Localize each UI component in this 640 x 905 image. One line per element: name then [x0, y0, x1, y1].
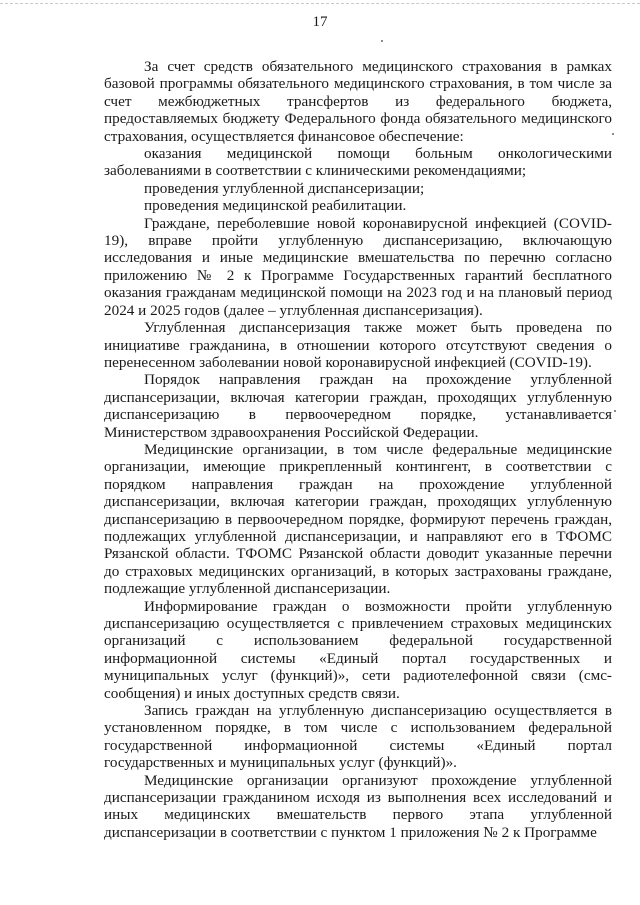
document-body: [104, 58, 612, 841]
paragraph-rehabilitation: проведения медицинской реабилитации.: [144, 197, 407, 215]
paragraph-in-depth-screening: проведения углубленной диспансеризации;: [144, 179, 425, 197]
paragraph-oncology-care: оказания медицинской помощи больным онкологическими заболеваниями в соответствии с клиническими рекомендациями;: [104, 145, 612, 180]
paragraph-funding-intro: За счет средств обязательного медицинского страхования в рамках базовой программы обязательного медицинского страхования, в том числе за счет межбюджетных трансфертов из федерального бюджета, предоставляемых бюджету Федерального фонда обязательного медицинского страхования, осуществляется финансовое обеспечение:: [104, 58, 612, 145]
paragraph-referral-procedure: Порядок направления граждан на прохождение углубленной диспансеризации, включая категории граждан, проходящих углубленную диспансеризацию в первоочередном порядке, устанавливается Министерством здравоохранения Российской Федерации.: [104, 371, 612, 441]
paragraph-registration: Запись граждан на углубленную диспансеризацию осуществляется в установленном порядке, в том числе с использованием федеральной государственной информационной системы «Единый портал государственных и муниципальных услуг (функций)».: [104, 702, 612, 772]
scan-speck: [381, 40, 383, 42]
paragraph-organization-of-screening: Медицинские организации организуют прохождение углубленной диспансеризации гражданином исходя из выполнения всех исследований и иных медицинских вмешательств первого этапа углубленной диспансеризации в соответствии с пунктом 1 приложения № 2 к Программе: [104, 771, 612, 841]
paragraph-medical-organizations: Медицинские организации, в том числе федеральные медицинские организации, имеющие прикрепленный контингент, в соответствии с порядком направления граждан на прохождение углубленной диспансеризации, включая категории граждан, проходящих углубленную диспансеризацию в первоочередном порядке, формируют перечень граждан, подлежащих углубленной диспансеризации, и направляют его в ТФОМС Рязанской области. ТФОМС Рязанской области доводит указанные перечни до страховых медицинских организаций, в которых застрахованы граждане, подлежащие углубленной диспансеризации.: [104, 440, 612, 598]
page-number: 17: [312, 14, 328, 30]
scan-speck: [614, 410, 616, 412]
paragraph-covid-eligibility: Граждане, переболевшие новой коронавирусной инфекцией (COVID-19), вправе пройти углубленную диспансеризацию, включающую исследования и иные медицинские вмешательства по перечню согласно приложению № 2 к Программе Государственных гарантий бесплатного оказания гражданам медицинской помощи на 2023 год и на плановый период 2024 и 2025 годов (далее – углубленная диспансеризация).: [104, 214, 612, 319]
scan-speck: [612, 133, 614, 135]
scan-edge-artifact: [0, 3, 640, 8]
paragraph-informing-citizens: Информирование граждан о возможности пройти углубленную диспансеризацию осуществляется с привлечением страховых медицинских организаций с использованием федеральной государственной информационной системы «Единый портал государственных и муниципальных услуг (функций)», сети радиотелефонной связи (смс-сообщения) и иных доступных средств связи.: [104, 597, 612, 702]
paragraph-citizen-initiative: Углубленная диспансеризация также может быть проведена по инициативе гражданина, в отношении которого отсутствуют сведения о перенесенном заболевании новой коронавирусной инфекцией (COVID-19).: [104, 319, 612, 371]
